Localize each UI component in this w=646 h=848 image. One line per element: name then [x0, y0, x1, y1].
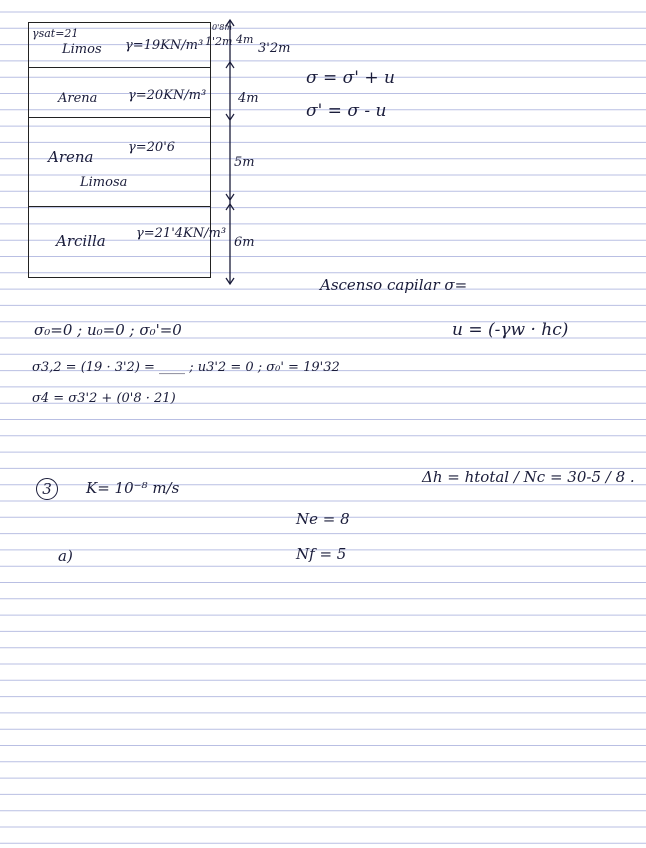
layer-4-thickness: 6m [234, 235, 255, 250]
layer-divider-1 [29, 67, 210, 68]
calc-line-1: σ₀=0 ; u₀=0 ; σ₀'=0 [34, 321, 182, 339]
layer-divider-2 [29, 117, 210, 118]
layer-1-thickness: 3'2m [258, 41, 291, 56]
layer-1-gamma: γ=19KN/m³ [125, 38, 204, 53]
layer-3-gamma: γ=20'6 [128, 140, 176, 155]
layer-1-name: Limos [62, 42, 102, 57]
total-stress-formula: σ = σ' + u [306, 68, 395, 88]
layer-divider-3 [29, 206, 210, 207]
layer-1-marker: 0'8m [212, 23, 232, 32]
capillary-pressure: u = (-γw · hc) [452, 320, 569, 340]
problem-number: 3 [36, 478, 58, 500]
flow-channels: Nf = 5 [296, 545, 347, 563]
layer-3-name-1: Arena [48, 148, 94, 166]
layer-2-thickness: 4m [238, 91, 259, 106]
layer-1-side: 4m [236, 33, 254, 46]
permeability: K= 10⁻⁸ m/s [86, 479, 180, 497]
equipotential-drops: Ne = 8 [296, 510, 350, 528]
capillary-title: Ascenso capilar σ= [320, 276, 468, 294]
gamma-sat-note: γsat=21 [32, 27, 79, 40]
layer-2-gamma: γ=20KN/m³ [128, 88, 207, 103]
layer-4-name: Arcilla [56, 232, 106, 250]
calc-line-2: σ3,2 = (19 · 3'2) = ____ ; u3'2 = 0 ; σ₀' = 19'32 [32, 360, 340, 375]
layer-3-thickness: 5m [234, 155, 255, 170]
layer-3-name-2: Limosa [80, 175, 128, 190]
part-a-label: a) [58, 547, 73, 565]
layer-1-extra: 1'2m [205, 35, 233, 48]
layer-4-gamma: γ=21'4KN/m³ [136, 226, 227, 241]
calc-line-3: σ4 = σ3'2 + (0'8 · 21) [32, 391, 176, 406]
head-loss-formula: Δh = htotal / Nc = 30-5 / 8 . [422, 468, 635, 486]
effective-stress-formula: σ' = σ - u [306, 101, 387, 121]
layer-2-name: Arena [58, 91, 98, 106]
